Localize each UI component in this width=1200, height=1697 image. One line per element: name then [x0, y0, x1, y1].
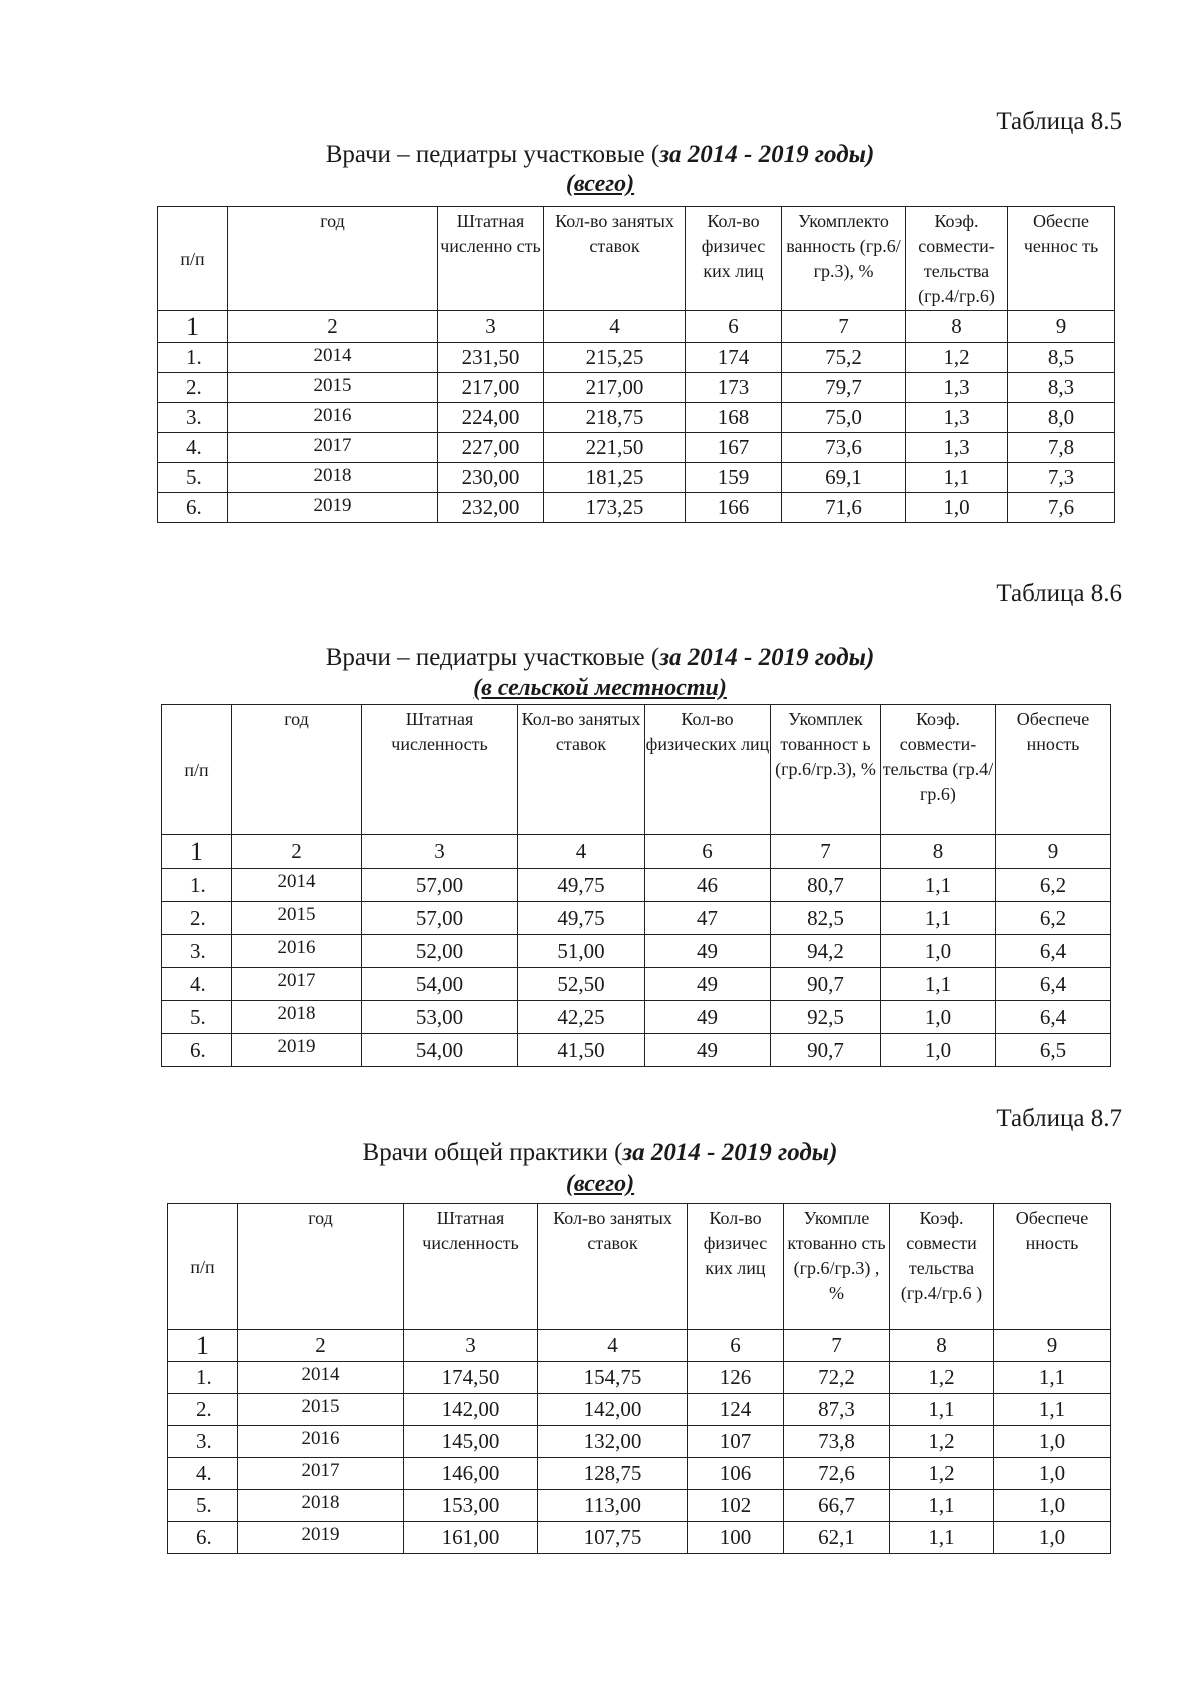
table-cell: 2. [162, 902, 232, 935]
table-cell: 2017 [238, 1458, 404, 1490]
table-cell: 1,1 [881, 869, 996, 902]
table-title [0, 140, 1200, 170]
header-cell: п/п [162, 705, 232, 835]
table-row [168, 1426, 1111, 1458]
header-cell: Укомплекто ванность (гр.6/гр.3), % [782, 207, 906, 311]
table-cell: 221,50 [544, 433, 686, 463]
table-cell: 231,50 [438, 343, 544, 373]
table-cell: 132,00 [538, 1426, 688, 1458]
table-cell: 57,00 [362, 869, 518, 902]
table-title [0, 643, 1200, 673]
table-cell: 173 [686, 373, 782, 403]
table-row [168, 1522, 1111, 1554]
header-cell: Кол-во физичес ких лиц [688, 1204, 784, 1330]
header-cell: Обеспече нность [994, 1204, 1111, 1330]
column-number-cell: 1 [162, 835, 232, 869]
column-number-cell: 8 [890, 1330, 994, 1362]
table-cell: 1,0 [881, 1001, 996, 1034]
table-cell: 1,2 [890, 1458, 994, 1490]
table-title [0, 1138, 1200, 1168]
header-cell: п/п [158, 207, 228, 311]
title-text: Врачи общей практики ( [362, 1139, 623, 1166]
table-cell: 62,1 [784, 1522, 890, 1554]
column-number-cell: 3 [438, 311, 544, 343]
column-number-cell: 9 [994, 1330, 1111, 1362]
table-cell: 1,1 [906, 463, 1008, 493]
table-cell: 2019 [238, 1522, 404, 1554]
table-cell: 161,00 [404, 1522, 538, 1554]
table-cell: 2018 [232, 1001, 362, 1034]
table-cell: 6,4 [996, 935, 1111, 968]
table-cell: 72,2 [784, 1362, 890, 1394]
table-cell: 2017 [228, 433, 438, 463]
data-table [167, 1203, 1111, 1554]
table-cell: 1,0 [881, 935, 996, 968]
table-label: Таблица 8.5 [996, 108, 1122, 135]
header-cell: Коэф. совмести- тельства (гр.4/гр.6) [906, 207, 1008, 311]
table-cell: 107,75 [538, 1522, 688, 1554]
table-cell: 1,1 [881, 968, 996, 1001]
table-cell: 54,00 [362, 1034, 518, 1067]
table-cell: 2019 [228, 493, 438, 523]
table-cell: 113,00 [538, 1490, 688, 1522]
table-cell: 42,25 [518, 1001, 645, 1034]
table-cell: 1,0 [994, 1522, 1111, 1554]
table-cell: 166 [686, 493, 782, 523]
table-cell: 218,75 [544, 403, 686, 433]
column-number-row [168, 1330, 1111, 1362]
column-number-cell: 8 [906, 311, 1008, 343]
table-cell: 94,2 [771, 935, 881, 968]
header-cell: Кол-во физических лиц [645, 705, 771, 835]
header-cell: год [228, 207, 438, 311]
column-number-cell: 2 [228, 311, 438, 343]
table-cell: 1,1 [994, 1362, 1111, 1394]
table-subtitle: (в сельской местности) [473, 675, 727, 701]
table-cell: 215,25 [544, 343, 686, 373]
table-cell: 5. [158, 463, 228, 493]
table-cell: 142,00 [404, 1394, 538, 1426]
table-cell: 41,50 [518, 1034, 645, 1067]
column-number-cell: 1 [168, 1330, 238, 1362]
table-cell: 181,25 [544, 463, 686, 493]
table-cell: 2016 [232, 935, 362, 968]
table-row [168, 1458, 1111, 1490]
table-cell: 49 [645, 968, 771, 1001]
header-cell: Кол-во физичес ких лиц [686, 207, 782, 311]
table-cell: 73,8 [784, 1426, 890, 1458]
table-cell: 124 [688, 1394, 784, 1426]
table-cell: 173,25 [544, 493, 686, 523]
table-cell: 1,0 [906, 493, 1008, 523]
column-number-cell: 4 [518, 835, 645, 869]
table-cell: 6. [158, 493, 228, 523]
table-cell: 1. [158, 343, 228, 373]
column-number-cell: 2 [232, 835, 362, 869]
table-cell: 154,75 [538, 1362, 688, 1394]
table-cell: 2. [158, 373, 228, 403]
column-number-cell: 6 [686, 311, 782, 343]
table-cell: 80,7 [771, 869, 881, 902]
header-cell: Обеспе ченнос ть [1008, 207, 1115, 311]
table-row [162, 968, 1111, 1001]
table-cell: 1,2 [890, 1362, 994, 1394]
data-table [157, 206, 1115, 523]
table-cell: 2015 [228, 373, 438, 403]
table-cell: 2015 [232, 902, 362, 935]
column-number-cell: 2 [238, 1330, 404, 1362]
table-cell: 224,00 [438, 403, 544, 433]
data-table [161, 704, 1111, 1067]
table-cell: 90,7 [771, 968, 881, 1001]
table-cell: 102 [688, 1490, 784, 1522]
table-row [168, 1362, 1111, 1394]
table-cell: 1,3 [906, 373, 1008, 403]
table-cell: 49 [645, 1034, 771, 1067]
table-cell: 3. [162, 935, 232, 968]
header-cell: Коэф. совмести тельства (гр.4/гр.6 ) [890, 1204, 994, 1330]
table-cell: 1,2 [906, 343, 1008, 373]
table-cell: 8,5 [1008, 343, 1115, 373]
header-cell: год [232, 705, 362, 835]
header-row [162, 705, 1111, 835]
table-cell: 227,00 [438, 433, 544, 463]
table-cell: 5. [162, 1001, 232, 1034]
table-cell: 75,2 [782, 343, 906, 373]
table-cell: 4. [168, 1458, 238, 1490]
table-row [168, 1394, 1111, 1426]
column-number-cell: 3 [362, 835, 518, 869]
column-number-cell: 6 [688, 1330, 784, 1362]
header-cell: п/п [168, 1204, 238, 1330]
column-number-cell: 7 [784, 1330, 890, 1362]
table-cell: 230,00 [438, 463, 544, 493]
title-text: Врачи – педиатры участковые ( [325, 644, 660, 671]
table-cell: 1,1 [890, 1522, 994, 1554]
title-period: за 2014 - 2019 годы) [659, 644, 875, 671]
table-cell: 73,6 [782, 433, 906, 463]
table-row [158, 463, 1115, 493]
table-cell: 100 [688, 1522, 784, 1554]
table-cell: 52,00 [362, 935, 518, 968]
table-cell: 79,7 [782, 373, 906, 403]
table-cell: 126 [688, 1362, 784, 1394]
column-number-cell: 4 [544, 311, 686, 343]
table-cell: 57,00 [362, 902, 518, 935]
column-number-cell: 3 [404, 1330, 538, 1362]
table-cell: 92,5 [771, 1001, 881, 1034]
table-cell: 52,50 [518, 968, 645, 1001]
table-cell: 72,6 [784, 1458, 890, 1490]
table-cell: 2016 [238, 1426, 404, 1458]
table-cell: 6. [162, 1034, 232, 1067]
table-cell: 2014 [238, 1362, 404, 1394]
table-cell: 49,75 [518, 869, 645, 902]
table-cell: 1,2 [890, 1426, 994, 1458]
header-cell: Обеспече нность [996, 705, 1111, 835]
table-cell: 4. [158, 433, 228, 463]
table-cell: 145,00 [404, 1426, 538, 1458]
table-row [162, 869, 1111, 902]
table-cell: 1,0 [994, 1490, 1111, 1522]
table-row [158, 433, 1115, 463]
table-cell: 174 [686, 343, 782, 373]
table-cell: 128,75 [538, 1458, 688, 1490]
table-row [158, 493, 1115, 523]
table-cell: 142,00 [538, 1394, 688, 1426]
table-cell: 107 [688, 1426, 784, 1458]
column-number-cell: 9 [1008, 311, 1115, 343]
table-cell: 49,75 [518, 902, 645, 935]
table-subtitle: (всего) [565, 1171, 635, 1197]
table-row [162, 935, 1111, 968]
table-cell: 2018 [238, 1490, 404, 1522]
table-row [158, 343, 1115, 373]
column-number-cell: 6 [645, 835, 771, 869]
table-row [158, 403, 1115, 433]
table-cell: 2018 [228, 463, 438, 493]
table-cell: 69,1 [782, 463, 906, 493]
table-cell: 7,6 [1008, 493, 1115, 523]
table-cell: 217,00 [438, 373, 544, 403]
table-cell: 232,00 [438, 493, 544, 523]
table-cell: 71,6 [782, 493, 906, 523]
table-cell: 153,00 [404, 1490, 538, 1522]
header-cell: Штатная численность [362, 705, 518, 835]
table-cell: 47 [645, 902, 771, 935]
table-row [162, 902, 1111, 935]
table-cell: 1,3 [906, 403, 1008, 433]
header-cell: Штатная численность [404, 1204, 538, 1330]
table-cell: 1,0 [881, 1034, 996, 1067]
header-cell: Коэф. совмести- тельства (гр.4/гр.6) [881, 705, 996, 835]
table-cell: 2014 [232, 869, 362, 902]
table-row [162, 1001, 1111, 1034]
header-row [168, 1204, 1111, 1330]
table-cell: 1,0 [994, 1426, 1111, 1458]
table-cell: 4. [162, 968, 232, 1001]
table-subtitle: (всего) [565, 171, 635, 197]
header-cell: Кол-во занятых ставок [538, 1204, 688, 1330]
table-cell: 8,3 [1008, 373, 1115, 403]
table-row [158, 373, 1115, 403]
table-cell: 1,1 [890, 1394, 994, 1426]
table-cell: 54,00 [362, 968, 518, 1001]
table-cell: 87,3 [784, 1394, 890, 1426]
table-cell: 159 [686, 463, 782, 493]
table-cell: 6,2 [996, 902, 1111, 935]
column-number-cell: 1 [158, 311, 228, 343]
table-cell: 2014 [228, 343, 438, 373]
table-label: Таблица 8.7 [996, 1105, 1122, 1132]
table-cell: 82,5 [771, 902, 881, 935]
table-cell: 1. [168, 1362, 238, 1394]
table-label: Таблица 8.6 [996, 580, 1122, 607]
header-cell: Укомпле ктованно сть (гр.6/гр.3) , % [784, 1204, 890, 1330]
table-cell: 2016 [228, 403, 438, 433]
column-number-cell: 7 [782, 311, 906, 343]
table-cell: 49 [645, 1001, 771, 1034]
table-cell: 168 [686, 403, 782, 433]
table-cell: 1. [162, 869, 232, 902]
column-number-cell: 8 [881, 835, 996, 869]
table-cell: 217,00 [544, 373, 686, 403]
header-cell: год [238, 1204, 404, 1330]
table-cell: 1,3 [906, 433, 1008, 463]
table-cell: 146,00 [404, 1458, 538, 1490]
table-cell: 2015 [238, 1394, 404, 1426]
header-cell: Укомплек тованност ь (гр.6/гр.3), % [771, 705, 881, 835]
table-cell: 6. [168, 1522, 238, 1554]
table-cell: 49 [645, 935, 771, 968]
table-cell: 1,1 [881, 902, 996, 935]
table-cell: 167 [686, 433, 782, 463]
table-row [162, 1034, 1111, 1067]
table-cell: 2017 [232, 968, 362, 1001]
table-cell: 7,3 [1008, 463, 1115, 493]
table-cell: 6,4 [996, 968, 1111, 1001]
table-cell: 6,4 [996, 1001, 1111, 1034]
table-cell: 174,50 [404, 1362, 538, 1394]
table-cell: 1,1 [994, 1394, 1111, 1426]
table-cell: 6,2 [996, 869, 1111, 902]
table-cell: 75,0 [782, 403, 906, 433]
title-text: Врачи – педиатры участковые ( [325, 141, 660, 168]
header-cell: Кол-во занятых ставок [544, 207, 686, 311]
column-number-cell: 4 [538, 1330, 688, 1362]
table-row [168, 1490, 1111, 1522]
table-cell: 6,5 [996, 1034, 1111, 1067]
table-cell: 90,7 [771, 1034, 881, 1067]
table-cell: 66,7 [784, 1490, 890, 1522]
column-number-cell: 9 [996, 835, 1111, 869]
table-cell: 1,1 [890, 1490, 994, 1522]
header-cell: Кол-во занятых ставок [518, 705, 645, 835]
title-period: за 2014 - 2019 годы) [659, 141, 875, 168]
table-cell: 53,00 [362, 1001, 518, 1034]
column-number-row [158, 311, 1115, 343]
table-cell: 46 [645, 869, 771, 902]
table-cell: 51,00 [518, 935, 645, 968]
table-cell: 7,8 [1008, 433, 1115, 463]
table-cell: 1,0 [994, 1458, 1111, 1490]
header-cell: Штатная численно сть [438, 207, 544, 311]
table-cell: 5. [168, 1490, 238, 1522]
table-cell: 2019 [232, 1034, 362, 1067]
column-number-row [162, 835, 1111, 869]
header-row [158, 207, 1115, 311]
column-number-cell: 7 [771, 835, 881, 869]
table-cell: 3. [168, 1426, 238, 1458]
title-period: за 2014 - 2019 годы) [622, 1139, 838, 1166]
table-cell: 3. [158, 403, 228, 433]
table-cell: 106 [688, 1458, 784, 1490]
table-cell: 2. [168, 1394, 238, 1426]
table-cell: 8,0 [1008, 403, 1115, 433]
